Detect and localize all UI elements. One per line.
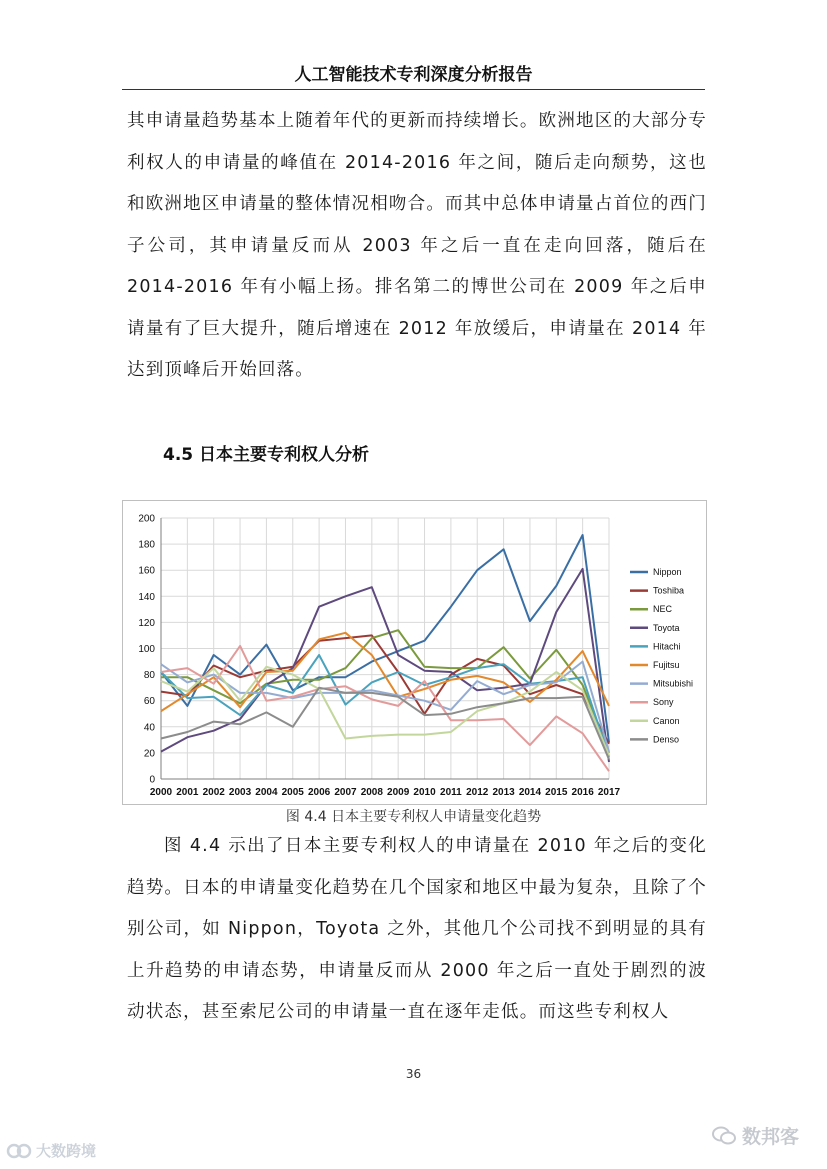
y-tick-label: 200 xyxy=(138,513,155,525)
x-tick-label: 2015 xyxy=(545,787,568,798)
body-paragraph-2: 图 4.4 示出了日本主要专利权人的申请量在 2010 年之后的变化趋势。日本的申请量变化趋势在几个国家和地区中最为复杂，且除了个别公司，如 Nippon，Toyota 之外，其他几个公司找不到明显的具有上升趋势的申请态势，申请量反而从 2000 年之后一直处于剧烈的波动状态，甚至索尼公司的申请量一直在逐年走低。而这些专利权人 xyxy=(127,836,707,1022)
x-tick-label: 2007 xyxy=(334,787,357,798)
document-header-title: 人工智能技术专利深度分析报告 xyxy=(294,65,533,85)
y-tick-label: 80 xyxy=(143,670,155,682)
y-tick-label: 20 xyxy=(143,748,155,760)
y-tick-label: 160 xyxy=(138,565,155,577)
y-tick-label: 60 xyxy=(143,696,155,708)
line-chart xyxy=(123,501,706,804)
page-number: 36 xyxy=(405,1067,422,1081)
watermark-right-text: 数邦客 xyxy=(742,1126,800,1148)
y-tick-label: 0 xyxy=(149,774,155,786)
watermark-left-text: 大数跨境 xyxy=(36,1142,97,1160)
legend-label-toshiba: Toshiba xyxy=(653,585,685,596)
x-tick-label: 2008 xyxy=(360,787,383,798)
x-tick-label: 2006 xyxy=(307,787,331,798)
x-tick-label: 2013 xyxy=(492,787,515,798)
x-tick-label: 2001 xyxy=(176,787,199,798)
legend-label-nippon: Nippon xyxy=(653,567,682,577)
x-tick-label: 2017 xyxy=(597,787,621,798)
y-tick-label: 140 xyxy=(138,591,155,603)
x-tick-label: 2009 xyxy=(387,787,410,798)
x-tick-label: 2010 xyxy=(413,787,436,798)
legend-label-mitsubishi: Mitsubishi xyxy=(653,678,694,689)
legend-label-nec: NEC xyxy=(653,604,673,615)
x-tick-label: 2016 xyxy=(571,787,594,798)
legend-label-fujitsu: Fujitsu xyxy=(653,660,680,670)
body-paragraph-1: 其申请量趋势基本上随着年代的更新而持续增长。欧洲地区的大部分专利权人的申请量的峰值在 2014-2016 年之间，随后走向颓势，这也和欧洲地区申请量的整体情况相吻合。而其中总体申请量占首位的西门子公司，其申请量反而从 2003 年之后一直在走向回落，随后在 2014-2016 年有小幅上扬。排名第二的博世公司在 2009 年之后申请量有了巨大提升，随后增速在 2012 年放缓后，申请量在 2014 年达到顶峰后开始回落。 xyxy=(127,111,707,380)
x-tick-label: 2005 xyxy=(281,787,304,798)
logo-icon xyxy=(6,1142,32,1160)
section-heading: 4.5 日本主要专利权人分析 xyxy=(163,445,370,465)
series-line-canon xyxy=(161,667,609,756)
legend-label-denso: Denso xyxy=(653,734,680,745)
y-tick-label: 120 xyxy=(138,617,155,629)
figure-caption: 图 4.4 日本主要专利权人申请量变化趋势 xyxy=(285,809,542,825)
legend-label-toyota: Toyota xyxy=(653,622,680,633)
y-tick-label: 40 xyxy=(143,722,155,734)
header-divider xyxy=(122,89,705,90)
legend-label-canon: Canon xyxy=(653,715,680,726)
x-tick-label: 2000 xyxy=(149,787,173,798)
x-tick-label: 2003 xyxy=(228,787,252,798)
x-tick-label: 2004 xyxy=(255,787,278,798)
series-line-hitachi xyxy=(161,655,609,757)
watermark-right xyxy=(712,1122,799,1149)
legend-label-sony: Sony xyxy=(653,697,674,708)
y-tick-label: 100 xyxy=(138,644,155,655)
x-tick-label: 2014 xyxy=(518,787,542,798)
x-tick-label: 2002 xyxy=(202,787,225,798)
y-tick-label: 180 xyxy=(138,539,155,551)
series-line-nippon xyxy=(161,535,609,743)
x-tick-label: 2011 xyxy=(440,787,462,798)
chat-bubble-icon xyxy=(712,1126,736,1146)
watermark-left xyxy=(6,1140,96,1161)
figure-chart xyxy=(122,500,707,805)
legend-label-hitachi: Hitachi xyxy=(653,641,681,652)
x-tick-label: 2012 xyxy=(466,787,489,798)
